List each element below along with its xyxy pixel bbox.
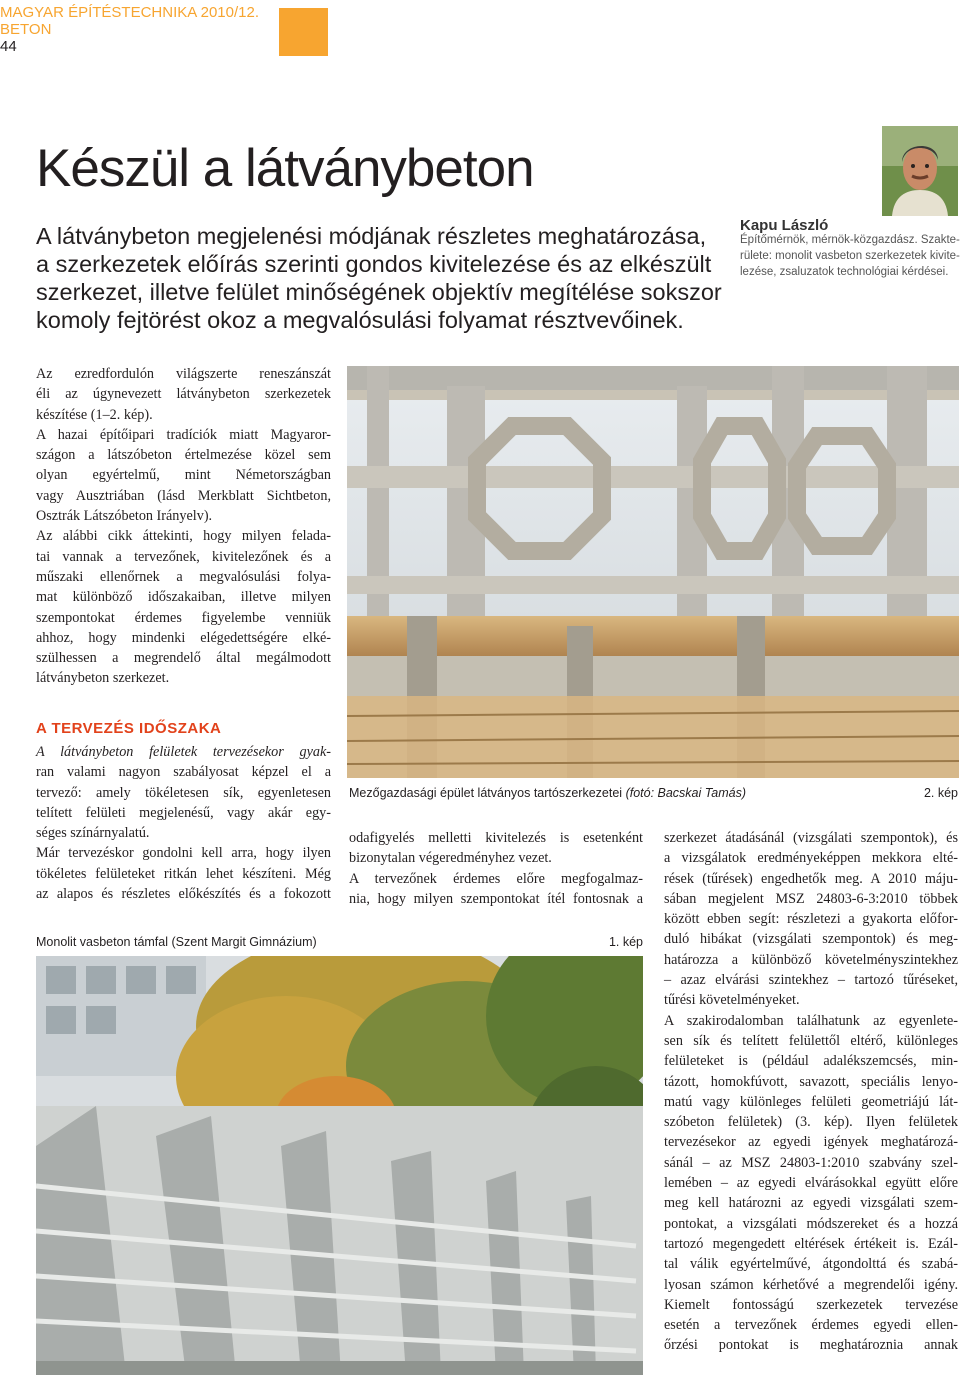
caption-text: Mezőgazdasági épület látványos tartószerkezetei — [349, 786, 623, 800]
text-line: odafigyelés melletti kivitelezés is esetenként — [349, 830, 643, 846]
running-header — [0, 4, 259, 55]
text-line: között ebben segít: részletezi a gyakorta előfor- — [664, 911, 958, 928]
section-heading: A TERVEZÉS IDŐSZAKA — [36, 720, 222, 737]
text-line: az alapos és részletes előkészítés és a fokozott — [36, 886, 331, 903]
photo-retaining-wall — [36, 956, 643, 1375]
caption-number-2: 2. kép — [923, 786, 958, 800]
text-line: éli az úgynevezett látványbeton szerkezetek — [36, 386, 331, 403]
author-photo — [882, 126, 958, 216]
text-line: szerkezet átadásánál (vizsgálati szempontok), és — [664, 830, 958, 846]
text-line: rések (tűrések) engedhetők meg. A 2010 máju- — [664, 870, 958, 887]
text-line: őrzési pontokat is meghatároznia annak — [664, 1337, 958, 1354]
text-line: szülhessen a megrendelő által megálmodott — [36, 650, 331, 667]
intro-column — [36, 364, 331, 689]
bio-line: rülete: monolit vasbeton szerkezetek kivite- — [740, 250, 960, 262]
text-line: szágon a látszóbeton értelmezése közel sem — [36, 447, 331, 464]
journal-name: MAGYAR ÉPÍTÉSTECHNIKA 2010/12. — [0, 4, 259, 21]
text-line: séges színárnyalatú. — [36, 825, 150, 842]
article-lead — [36, 222, 722, 334]
text-line: szempontokat érdemes figyelembe venniük — [36, 609, 331, 626]
lead-line: komoly fejtörést okoz a megvalósulási folyamat résztvevőinek. — [36, 307, 684, 333]
text-line: tervezésekor az egyedi igények meghatározá- — [664, 1134, 958, 1151]
text-line: tökéletes felületeket ritkán lehet készíteni. Még — [36, 865, 331, 882]
text-line: A tervezőnek érdemes előre megfogalmaz- — [349, 870, 643, 887]
text-line: bizonytalan végeredményhez vezet. — [349, 850, 552, 867]
text-line: ahhoz, hogy mindenki elégedettségére elké- — [36, 629, 331, 646]
text-line: látványbeton szerkezet. — [36, 670, 170, 687]
text-line: a vizsgálatok eredményeképpen mekkora elté- — [664, 850, 958, 867]
text-line: sánál – az MSZ 24803-1:2010 szabvány szel- — [664, 1154, 958, 1171]
text-line: tartozó megengedett eltérések értékeit is. Ezál- — [664, 1235, 958, 1252]
text-line: felületeket is (például adalékszemcsés, min- — [664, 1053, 958, 1070]
text-line: Osztrák Látszóbeton Irányelv). — [36, 508, 213, 525]
text-line: A hazai építőipari tradíciók miatt Magyaror- — [36, 426, 331, 443]
text-line: készítése (1–2. kép). — [36, 406, 153, 423]
text-line: Már tervezéskor gondolni kell arra, hogy ilyen — [36, 845, 331, 862]
lead-line: a szerkezetek előírás szerinti gondos kivitelezése és az elkészült — [36, 251, 712, 277]
text-line: pontokat, a vizsgálati módszereket és a hozzá — [664, 1215, 958, 1232]
text-line: matú vagy különleges felületi geometriájú lát- — [664, 1093, 958, 1110]
text-line: mat különböző időszakaiban, illetve milyen — [36, 589, 331, 606]
text-line: A látványbeton felületek tervezésekor gyak- — [36, 744, 331, 760]
text-line: esetén a tervezőnek érdemes egyedi ellen- — [664, 1317, 958, 1334]
text-line: sen sík és telített felülettől eltérő, különleges — [664, 1032, 958, 1049]
middle-column — [349, 828, 643, 909]
lead-line: A látványbeton megjelenési módjának részletes meghatározása, — [36, 223, 707, 249]
lead-line: szerkezet, illetve felület minőségének objektív megítélése sokszor — [36, 279, 722, 305]
text-line: tűrési követelményeket. — [664, 992, 800, 1009]
text-line: tervező: amely tökéletesen sík, egyenletesen — [36, 784, 331, 801]
text-line: sában megjelent MSZ 24803-6-3:2010 többek — [664, 890, 958, 907]
caption-photo-2 — [349, 786, 746, 800]
right-column — [664, 828, 958, 1356]
text-line: tázott, homokfúvott, savazott, speciális lenyo- — [664, 1073, 958, 1090]
text-line: nia, hogy milyen szempontokat ítél fontosnak a — [349, 890, 643, 907]
text-line: vagy Ausztriában (lásd Merkblatt Sichtbeton, — [36, 487, 331, 504]
text-line: – azaz elvárási szintekhez – tartozó tűréseket, — [664, 972, 958, 989]
photo-credit: (fotó: Bacskai Tamás) — [625, 786, 746, 800]
section-name: BETON — [0, 21, 52, 38]
author-name: Kapu László — [740, 217, 829, 234]
page-number: 44 — [0, 38, 17, 55]
caption-number-1: 1. kép — [608, 935, 643, 949]
text-line: Az alábbi cikk áttekinti, hogy milyen felada- — [36, 528, 331, 545]
author-bio — [740, 232, 960, 280]
text-line: határozza a különböző követelményszintekhez — [664, 951, 958, 968]
text-line: tal válik egyértelművé, átgondolttá és szabá- — [664, 1256, 958, 1273]
text-line: műszaki ellenőrnek a megvalósulási folya- — [36, 568, 331, 585]
text-line: lemében – az egyedi elvárásokkal együtt előre — [664, 1175, 958, 1192]
text-line: A szakirodalomban találhatunk az egyenlete- — [664, 1012, 958, 1029]
caption-photo-1: Monolit vasbeton támfal (Szent Margit Gimnázium) — [36, 935, 317, 949]
bio-line: Építőmérnök, mérnök-közgazdász. Szakte- — [740, 234, 960, 246]
text-line: ran valami nagyon szabályosat képzel el a — [36, 764, 331, 781]
text-line: duló hibákat (vizsgálati szempontok) és meg- — [664, 931, 958, 948]
bio-line: lezése, zsaluzatok technológiai kérdései. — [740, 266, 949, 278]
text-line: lyosan számon kérhetővé a megrendelői igény. — [664, 1276, 958, 1293]
text-line: Az ezredfordulón világszerte reneszánszát — [36, 366, 331, 382]
photo-concrete-frame — [347, 366, 959, 778]
article-title: Készül a látványbeton — [36, 139, 534, 198]
design-column — [36, 742, 331, 904]
text-line: meg kell határozni az egyedi vizsgálati szem- — [664, 1195, 958, 1212]
text-line: tai vannak a tervezőnek, kivitelezőnek és a — [36, 548, 331, 565]
text-line: Kiemelt fontosságú szerkezetek tervezése — [664, 1296, 958, 1313]
text-line: telített felületi megjelenésű, vagy akár egy- — [36, 804, 331, 821]
text-line: szóbeton felületek) (3. kép). Ilyen felületek — [664, 1114, 958, 1131]
section-marker — [279, 8, 328, 56]
text-line: olyan egyértelmű, mint Németországban — [36, 467, 331, 484]
